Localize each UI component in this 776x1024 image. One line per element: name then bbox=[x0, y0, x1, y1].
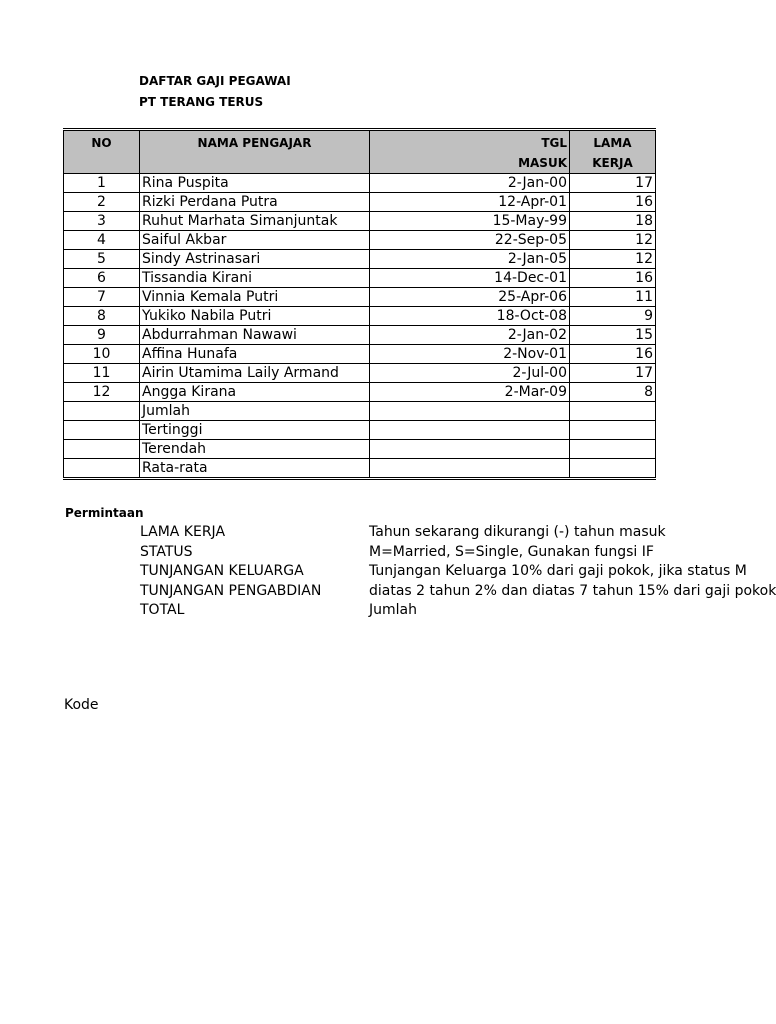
cell-tgl-masuk[interactable] bbox=[370, 421, 570, 440]
table-row bbox=[64, 269, 656, 288]
permintaan-key: STATUS bbox=[140, 543, 193, 560]
salary-table bbox=[63, 128, 656, 480]
cell-no[interactable]: 10 bbox=[64, 345, 140, 364]
cell-no[interactable] bbox=[64, 402, 140, 421]
table-row bbox=[64, 231, 656, 250]
cell-tgl-masuk[interactable] bbox=[370, 440, 570, 459]
cell-tgl-masuk[interactable]: 12-Apr-01 bbox=[370, 193, 570, 212]
summary-label[interactable]: Terendah bbox=[140, 440, 370, 459]
table-header-row bbox=[64, 130, 656, 174]
cell-no[interactable]: 2 bbox=[64, 193, 140, 212]
permintaan-value: Jumlah bbox=[369, 602, 417, 618]
cell-lama-kerja[interactable]: 17 bbox=[570, 174, 656, 193]
permintaan-value: Tahun sekarang dikurangi (-) tahun masuk bbox=[369, 524, 666, 540]
cell-tgl-masuk[interactable]: 2-Jul-00 bbox=[370, 364, 570, 383]
table-row bbox=[64, 174, 656, 193]
cell-name[interactable]: Sindy Astrinasari bbox=[140, 250, 370, 269]
cell-lama-kerja[interactable]: 15 bbox=[570, 326, 656, 345]
cell-lama-kerja[interactable]: 16 bbox=[570, 269, 656, 288]
sheet-title: DAFTAR GAJI PEGAWAI bbox=[139, 74, 291, 88]
cell-tgl-masuk[interactable]: 22-Sep-05 bbox=[370, 231, 570, 250]
table-row bbox=[64, 364, 656, 383]
cell-lama-kerja[interactable] bbox=[570, 402, 656, 421]
cell-lama-kerja[interactable] bbox=[570, 440, 656, 459]
cell-lama-kerja[interactable]: 12 bbox=[570, 250, 656, 269]
summary-row bbox=[64, 421, 656, 440]
table-row bbox=[64, 250, 656, 269]
table-row bbox=[64, 288, 656, 307]
cell-no[interactable] bbox=[64, 421, 140, 440]
summary-label[interactable]: Tertinggi bbox=[140, 421, 370, 440]
summary-row bbox=[64, 402, 656, 421]
cell-name[interactable]: Tissandia Kirani bbox=[140, 269, 370, 288]
cell-no[interactable]: 3 bbox=[64, 212, 140, 231]
cell-no[interactable]: 11 bbox=[64, 364, 140, 383]
cell-name[interactable]: Abdurrahman Nawawi bbox=[140, 326, 370, 345]
cell-tgl-masuk[interactable]: 14-Dec-01 bbox=[370, 269, 570, 288]
cell-name[interactable]: Vinnia Kemala Putri bbox=[140, 288, 370, 307]
header-lama-line2: KERJA bbox=[592, 156, 633, 170]
cell-no[interactable]: 6 bbox=[64, 269, 140, 288]
permintaan-item bbox=[140, 601, 655, 621]
cell-lama-kerja[interactable]: 8 bbox=[570, 383, 656, 402]
permintaan-item bbox=[140, 562, 747, 582]
cell-lama-kerja[interactable]: 16 bbox=[570, 193, 656, 212]
summary-label[interactable]: Rata-rata bbox=[140, 459, 370, 479]
cell-name[interactable]: Rina Puspita bbox=[140, 174, 370, 193]
permintaan-item bbox=[140, 582, 776, 602]
sheet-title-block bbox=[139, 71, 291, 113]
cell-no[interactable] bbox=[64, 459, 140, 479]
table-row bbox=[64, 383, 656, 402]
cell-name[interactable]: Saiful Akbar bbox=[140, 231, 370, 250]
cell-name[interactable]: Affina Hunafa bbox=[140, 345, 370, 364]
permintaan-item bbox=[140, 543, 655, 563]
header-tgl-line2: MASUK bbox=[518, 156, 567, 170]
cell-name[interactable]: Angga Kirana bbox=[140, 383, 370, 402]
cell-lama-kerja[interactable]: 9 bbox=[570, 307, 656, 326]
header-lama-kerja[interactable] bbox=[570, 130, 656, 174]
cell-tgl-masuk[interactable]: 2-Jan-02 bbox=[370, 326, 570, 345]
company-name: PT TERANG TERUS bbox=[139, 95, 264, 109]
cell-lama-kerja[interactable]: 11 bbox=[570, 288, 656, 307]
permintaan-item bbox=[140, 523, 666, 543]
header-tgl-masuk[interactable] bbox=[370, 130, 570, 174]
cell-tgl-masuk[interactable] bbox=[370, 402, 570, 421]
permintaan-value: diatas 2 tahun 2% dan diatas 7 tahun 15% dari gaji pokok bbox=[369, 582, 776, 599]
cell-no[interactable] bbox=[64, 440, 140, 459]
cell-name[interactable]: Ruhut Marhata Simanjuntak bbox=[140, 212, 370, 231]
header-lama-line1: LAMA bbox=[593, 136, 632, 150]
cell-name[interactable]: Airin Utamima Laily Armand bbox=[140, 364, 370, 383]
cell-tgl-masuk[interactable]: 25-Apr-06 bbox=[370, 288, 570, 307]
permintaan-key: TOTAL bbox=[140, 602, 185, 618]
permintaan-key: TUNJANGAN PENGABDIAN bbox=[140, 582, 322, 599]
permintaan-list bbox=[140, 523, 776, 621]
permintaan-value: M=Married, S=Single, Gunakan fungsi IF bbox=[369, 543, 654, 560]
cell-tgl-masuk[interactable]: 15-May-99 bbox=[370, 212, 570, 231]
permintaan-label: Permintaan bbox=[65, 506, 144, 520]
cell-no[interactable]: 1 bbox=[64, 174, 140, 193]
cell-tgl-masuk[interactable] bbox=[370, 459, 570, 479]
cell-no[interactable]: 9 bbox=[64, 326, 140, 345]
header-no[interactable]: NO bbox=[64, 130, 140, 174]
header-name[interactable]: NAMA PENGAJAR bbox=[140, 130, 370, 174]
cell-no[interactable]: 12 bbox=[64, 383, 140, 402]
cell-tgl-masuk[interactable]: 2-Mar-09 bbox=[370, 383, 570, 402]
table-row bbox=[64, 212, 656, 231]
table-row bbox=[64, 326, 656, 345]
cell-lama-kerja[interactable]: 18 bbox=[570, 212, 656, 231]
cell-name[interactable]: Rizki Perdana Putra bbox=[140, 193, 370, 212]
cell-tgl-masuk[interactable]: 2-Jan-05 bbox=[370, 250, 570, 269]
cell-tgl-masuk[interactable]: 2-Jan-00 bbox=[370, 174, 570, 193]
cell-name[interactable]: Yukiko Nabila Putri bbox=[140, 307, 370, 326]
header-tgl-line1: TGL bbox=[541, 136, 567, 150]
permintaan-key: TUNJANGAN KELUARGA bbox=[140, 563, 304, 579]
table-row bbox=[64, 193, 656, 212]
kode-label: Kode bbox=[64, 697, 99, 713]
cell-lama-kerja[interactable] bbox=[570, 421, 656, 440]
cell-no[interactable]: 4 bbox=[64, 231, 140, 250]
table-row bbox=[64, 345, 656, 364]
cell-no[interactable]: 5 bbox=[64, 250, 140, 269]
table-row bbox=[64, 307, 656, 326]
permintaan-value: Tunjangan Keluarga 10% dari gaji pokok, jika status M bbox=[369, 563, 747, 579]
cell-lama-kerja[interactable]: 12 bbox=[570, 231, 656, 250]
cell-tgl-masuk[interactable]: 18-Oct-08 bbox=[370, 307, 570, 326]
cell-lama-kerja[interactable]: 17 bbox=[570, 364, 656, 383]
cell-tgl-masuk[interactable]: 2-Nov-01 bbox=[370, 345, 570, 364]
cell-no[interactable]: 8 bbox=[64, 307, 140, 326]
permintaan-key: LAMA KERJA bbox=[140, 524, 226, 540]
cell-lama-kerja[interactable] bbox=[570, 459, 656, 479]
cell-no[interactable]: 7 bbox=[64, 288, 140, 307]
table-body bbox=[64, 174, 656, 479]
cell-lama-kerja[interactable]: 16 bbox=[570, 345, 656, 364]
summary-row bbox=[64, 440, 656, 459]
summary-label[interactable]: Jumlah bbox=[140, 402, 370, 421]
summary-row bbox=[64, 459, 656, 479]
